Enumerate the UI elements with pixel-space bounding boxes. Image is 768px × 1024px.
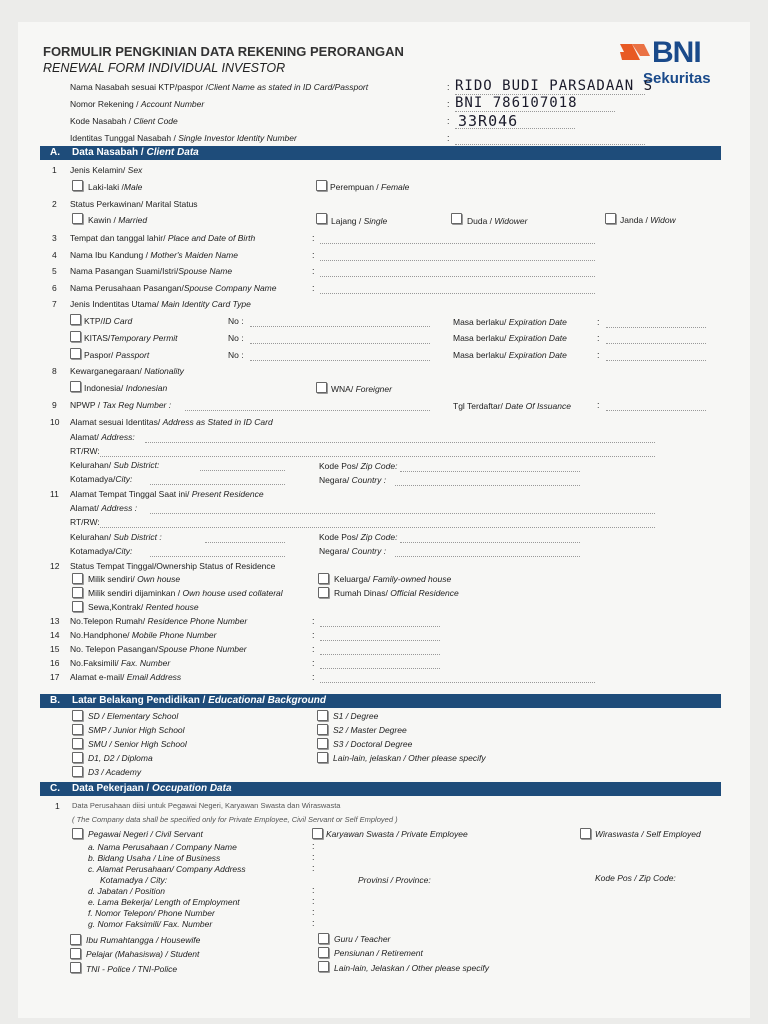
- female-checkbox[interactable]: [316, 180, 327, 191]
- spouse-label: Nama Pasangan Suami/Istri/Spouse Name: [70, 266, 233, 276]
- widower-checkbox[interactable]: [451, 213, 462, 224]
- retirement-checkbox[interactable]: [318, 947, 329, 958]
- widow-checkbox[interactable]: [605, 213, 616, 224]
- province-label: Provinsi / Province:: [358, 875, 431, 885]
- mother-label: Nama Ibu Kandung / Mother's Maiden Name: [70, 250, 238, 260]
- widower-label: Duda / Widower: [467, 216, 528, 226]
- family-house-checkbox[interactable]: [318, 573, 329, 584]
- client-code-label: Kode Nasabah / Client Code: [70, 116, 178, 126]
- client-code-value[interactable]: 33R046: [458, 112, 519, 130]
- company-note-en: ( The Company data shall be specified only for Private Employee, Civil Servant or Self Employed ): [72, 815, 398, 824]
- edu-s1-checkbox[interactable]: [317, 710, 328, 721]
- marital-label: Status Perkawinan/ Marital Status: [70, 199, 198, 209]
- rented-checkbox[interactable]: [72, 601, 83, 612]
- home-phone-label: No.Telepon Rumah/ Residence Phone Number: [70, 616, 248, 626]
- present-residence-label: Alamat Tempat Tinggal Saat ini/ Present Residence: [70, 489, 264, 499]
- ownership-label: Status Tempat Tinggal/Ownership Status of Residence: [70, 561, 276, 571]
- edu-smp-checkbox[interactable]: [72, 724, 83, 735]
- student-checkbox[interactable]: [70, 948, 81, 959]
- section-c-header: C. Data Pekerjaan / Occupation Data: [40, 782, 721, 796]
- nationality-label: Kewarganegaraan/ Nationality: [70, 366, 184, 376]
- sid-label: Identitas Tunggal Nasabah / Single Investor Identity Number: [70, 133, 297, 143]
- passport-checkbox[interactable]: [70, 348, 81, 359]
- sex-label: Jenis Kelamin/ Sex: [70, 165, 143, 175]
- widow-label: Janda / Widow: [620, 215, 676, 225]
- official-residence-checkbox[interactable]: [318, 587, 329, 598]
- section-b-header: B. Latar Belakang Pendidikan / Educational Background: [40, 694, 721, 708]
- self-employed-checkbox[interactable]: [580, 828, 591, 839]
- female-label: Perempuan / Female: [330, 182, 410, 192]
- client-name-value[interactable]: RIDO BUDI PARSADAAN S: [455, 78, 654, 94]
- married-label: Kawin / Married: [88, 215, 148, 225]
- single-checkbox[interactable]: [316, 213, 327, 224]
- married-checkbox[interactable]: [72, 213, 83, 224]
- single-label: Lajang / Single: [331, 216, 388, 226]
- male-label: Laki-laki /Male: [88, 182, 143, 192]
- section-a-header: A. Data Nasabah / Client Data: [40, 146, 721, 160]
- edu-smu-checkbox[interactable]: [72, 738, 83, 749]
- tni-police-checkbox[interactable]: [70, 962, 81, 973]
- male-checkbox[interactable]: [72, 180, 83, 191]
- edu-d1d2-checkbox[interactable]: [72, 752, 83, 763]
- edu-sd-checkbox[interactable]: [72, 710, 83, 721]
- fax-label: No.Faksimili/ Fax. Number: [70, 658, 171, 668]
- id-address-label: Alamat sesuai Identitas/ Address as Stated in ID Card: [70, 417, 273, 427]
- bni-logo-icon: [618, 40, 652, 64]
- housewife-checkbox[interactable]: [70, 934, 81, 945]
- edu-s3-checkbox[interactable]: [317, 738, 328, 749]
- mobile-phone-label: No.Handphone/ Mobile Phone Number: [70, 630, 217, 640]
- form-subtitle: RENEWAL FORM INDIVIDUAL INVESTOR: [43, 61, 286, 75]
- occupation-other-checkbox[interactable]: [318, 961, 329, 972]
- private-employee-checkbox[interactable]: [312, 828, 323, 839]
- email-label: Alamat e-mail/ Email Address: [70, 672, 182, 682]
- kitas-checkbox[interactable]: [70, 331, 81, 342]
- npwp-label: NPWP / Tax Reg Number :: [70, 400, 172, 410]
- logo-sekuritas: Sekuritas: [643, 70, 711, 87]
- ktp-checkbox[interactable]: [70, 314, 81, 325]
- form-title: FORMULIR PENGKINIAN DATA REKENING PERORANGAN: [43, 44, 404, 59]
- spouse-company-label: Nama Perusahaan Pasangan/Spouse Company Name: [70, 283, 277, 293]
- zip-label: Kode Pos / Zip Code:: [595, 873, 676, 883]
- account-number-label: Nomor Rekening / Account Number: [70, 99, 205, 109]
- civil-servant-checkbox[interactable]: [72, 828, 83, 839]
- spouse-phone-label: No. Telepon Pasangan/Spouse Phone Number: [70, 644, 247, 654]
- company-note: Data Perusahaan diisi untuk Pegawai Negeri, Karyawan Swasta dan Wiraswasta: [72, 801, 341, 810]
- client-name-label: Nama Nasabah sesuai KTP/paspor /Client Name as stated in ID Card/Passport: [70, 82, 369, 92]
- indonesian-checkbox[interactable]: [70, 381, 81, 392]
- birth-label: Tempat dan tanggal lahir/ Place and Date of Birth: [70, 233, 256, 243]
- account-number-value[interactable]: BNI 786107018: [455, 95, 578, 111]
- edu-other-checkbox[interactable]: [317, 752, 328, 763]
- collateral-checkbox[interactable]: [72, 587, 83, 598]
- foreigner-checkbox[interactable]: [316, 382, 327, 393]
- teacher-checkbox[interactable]: [318, 933, 329, 944]
- id-type-label: Jenis Indentitas Utama/ Main Identity Card Type: [70, 299, 251, 309]
- own-house-checkbox[interactable]: [72, 573, 83, 584]
- logo-bni: BNI: [652, 36, 701, 69]
- edu-d3-checkbox[interactable]: [72, 766, 83, 777]
- edu-s2-checkbox[interactable]: [317, 724, 328, 735]
